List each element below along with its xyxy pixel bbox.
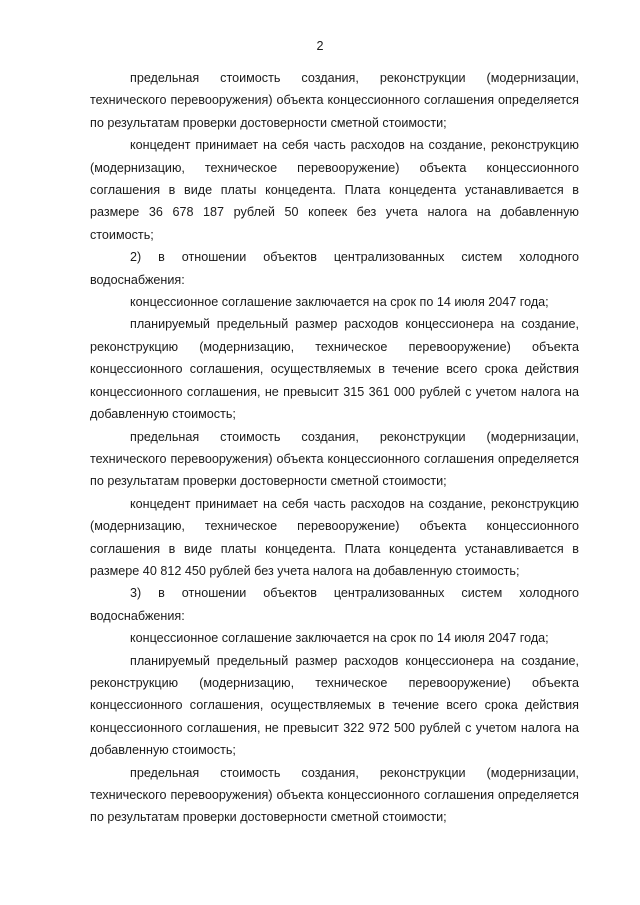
page-number: 2 — [316, 39, 324, 53]
paragraph: планируемый предельный размер расходов концессионера на создание, реконструкцию (модернизацию, техническое перевооружение) объекта концессионного соглашения, осуществляемых в течение всего срока действия концессионного соглашения, не превысит 322 972 500 рублей с учетом налога на добавленную стоимость; — [90, 653, 579, 758]
paragraph: концессионное соглашение заключается на срок по 14 июля 2047 года; — [130, 631, 549, 646]
paragraph: предельная стоимость создания, реконструкции (модернизации, технического перевооружения) объекта концессионного соглашения определяется по результатам проверки достоверности сметной стоимости; — [90, 765, 579, 825]
paragraph: концедент принимает на себя часть расходов на создание, реконструкцию (модернизацию, техническое перевооружение) объекта концессионного соглашения в виде платы концедента. Плата концедента устанавливается в размере 36 678 187 рублей 50 копеек без учета налога на добавленную стоимость; — [90, 138, 579, 242]
paragraph: предельная стоимость создания, реконструкции (модернизации, технического перевооружения) объекта концессионного соглашения определяется по результатам проверки достоверности сметной стоимости; — [90, 71, 579, 130]
paragraph: концессионное соглашение заключается на срок по 14 июля 2047 года; — [130, 295, 549, 310]
paragraph: 3) в отношении объектов централизованных систем холодного водоснабжения: — [90, 586, 579, 623]
paragraph: концедент принимает на себя часть расходов на создание, реконструкцию (модернизацию, техническое перевооружение) объекта концессионного соглашения в виде платы концедента. Плата концедента устанавливается в размере 40 812 450 рублей без учета налога на добавленную стоимость; — [90, 496, 579, 578]
paragraph: планируемый предельный размер расходов концессионера на создание, реконструкцию (модернизацию, техническое перевооружение) объекта концессионного соглашения, осуществляемых в течение всего срока действия концессионного соглашения, не превысит 315 361 000 рублей с учетом налога на добавленную стоимость; — [90, 317, 579, 422]
paragraph: 2) в отношении объектов централизованных систем холодного водоснабжения: — [90, 250, 579, 287]
document-body — [90, 67, 579, 829]
paragraph: предельная стоимость создания, реконструкции (модернизации, технического перевооружения) объекта концессионного соглашения определяется по результатам проверки достоверности сметной стоимости; — [90, 429, 579, 489]
